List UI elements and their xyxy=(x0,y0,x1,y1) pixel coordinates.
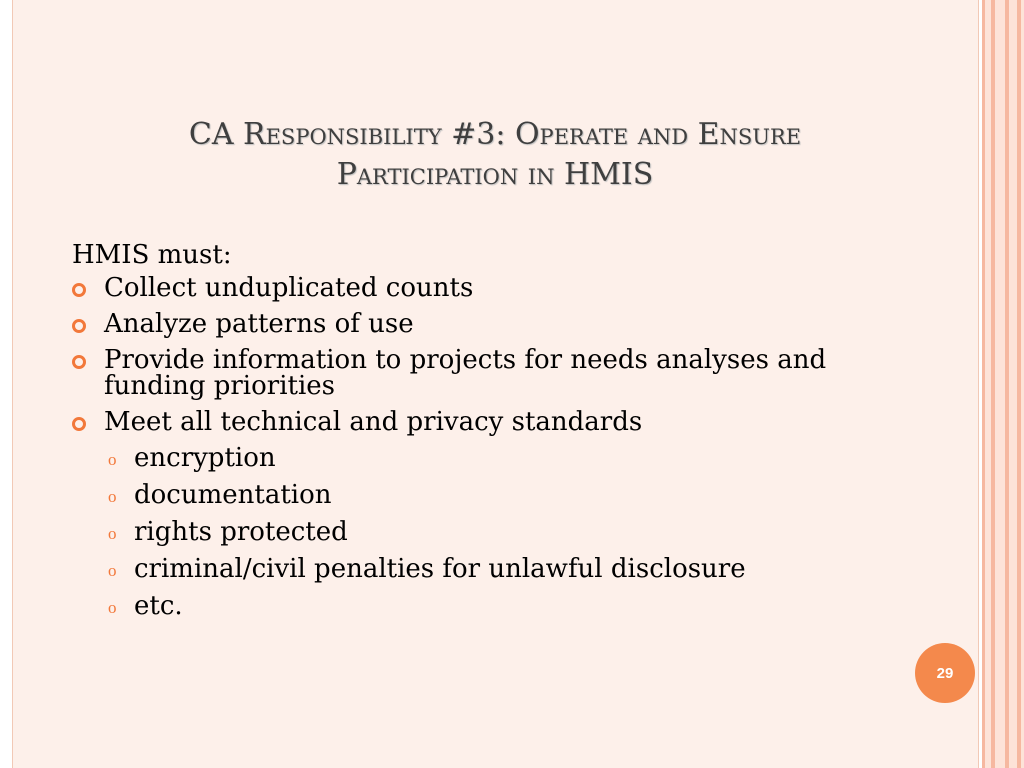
bullet-text: Provide information to projects for needs analyses and funding priorities xyxy=(104,345,827,401)
sub-bullet-marker: o xyxy=(108,450,117,469)
sub-bullet-text: etc. xyxy=(134,591,183,621)
circle-bullet-icon xyxy=(72,355,86,369)
sub-bullet-item xyxy=(72,482,932,508)
bullet-text: Analyze patterns of use xyxy=(104,309,414,339)
sub-bullet-item xyxy=(72,445,932,471)
sub-bullet-marker: o xyxy=(108,561,117,580)
circle-bullet-icon xyxy=(72,319,86,333)
sub-bullet-text: criminal/civil penalties for unlawful disclosure xyxy=(134,554,746,584)
page-number: 29 xyxy=(936,664,954,682)
slide-title xyxy=(60,115,930,195)
sub-bullet-item xyxy=(72,593,932,619)
bullet-item xyxy=(72,275,932,301)
lead-text: HMIS must: xyxy=(72,240,232,270)
sub-bullet-text: documentation xyxy=(134,480,332,510)
sub-bullet-item xyxy=(72,556,932,582)
bullet-item xyxy=(72,347,932,399)
bullet-text: Collect unduplicated counts xyxy=(104,273,474,303)
title-line-2: Participation in HMIS xyxy=(336,157,654,192)
sub-bullet-marker: o xyxy=(108,598,117,617)
stripe xyxy=(995,0,1005,768)
bullet-item xyxy=(72,311,932,337)
sub-bullet-item xyxy=(72,519,932,545)
page-number-badge xyxy=(915,643,975,703)
decorative-stripes xyxy=(982,0,1024,768)
circle-bullet-icon xyxy=(72,283,86,297)
slide-body xyxy=(72,237,932,630)
title-line-1: CA Responsibility #3: Operate and Ensure xyxy=(188,117,802,152)
sub-bullet-marker: o xyxy=(108,524,117,543)
bullet-item xyxy=(72,409,932,435)
bullet-text: Meet all technical and privacy standards xyxy=(104,407,643,437)
sub-bullet-marker: o xyxy=(108,487,117,506)
circle-bullet-icon xyxy=(72,417,86,431)
stripe xyxy=(1009,0,1017,768)
sub-bullet-text: rights protected xyxy=(134,517,348,547)
sub-bullet-text: encryption xyxy=(134,443,276,473)
